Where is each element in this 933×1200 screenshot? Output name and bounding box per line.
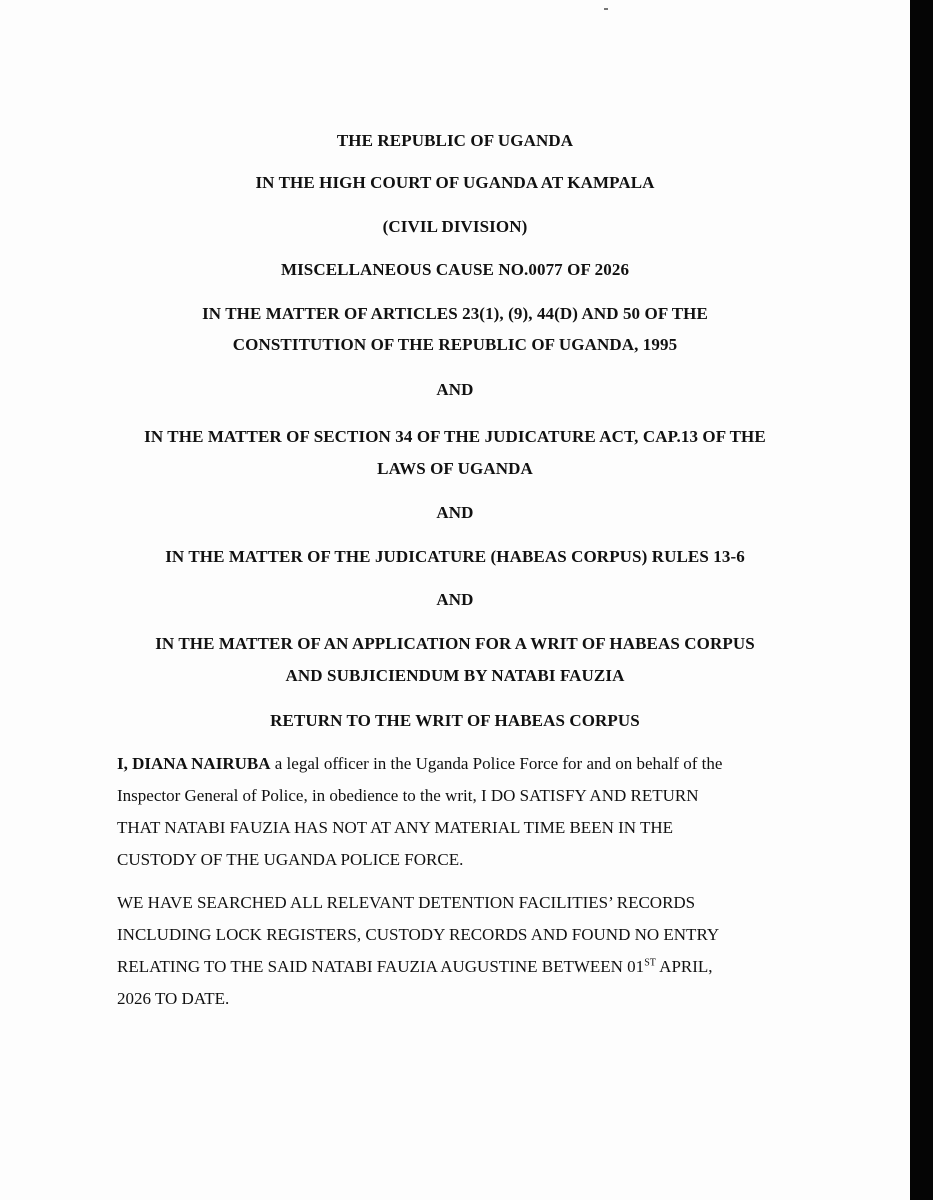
matter-habeas-rules: IN THE MATTER OF THE JUDICATURE (HABEAS CORPUS) RULES 13-6: [165, 547, 745, 566]
matter-judicature-act-line2: LAWS OF UGANDA: [377, 459, 533, 478]
para2-line3-post: APRIL,: [655, 957, 713, 976]
para1-line3: THAT NATABI FAUZIA HAS NOT AT ANY MATERIAL TIME BEEN IN THE: [117, 818, 674, 837]
para1-line1-text: a legal officer in the Uganda Police Force for and on behalf of the: [270, 754, 723, 773]
return-paragraph-1: [117, 748, 837, 876]
scan-speck: [604, 8, 608, 10]
and-separator-2: AND: [436, 503, 474, 522]
para2-line3-pre: RELATING TO THE SAID NATABI FAUZIA AUGUSTINE BETWEEN 01: [117, 957, 645, 976]
heading-cause-number: MISCELLANEOUS CAUSE NO.0077 OF 2026: [280, 260, 630, 279]
matter-application-line2: AND SUBJICIENDUM BY NATABI FAUZIA: [285, 666, 625, 685]
matter-judicature-act-line1: IN THE MATTER OF SECTION 34 OF THE JUDICATURE ACT, CAP.13 OF THE: [144, 427, 766, 446]
para2-line2: INCLUDING LOCK REGISTERS, CUSTODY RECORDS AND FOUND NO ENTRY: [117, 925, 720, 944]
and-separator-1: AND: [436, 380, 474, 399]
heading-division: (CIVIL DIVISION): [382, 217, 528, 236]
matter-articles-line2: CONSTITUTION OF THE REPUBLIC OF UGANDA, 1995: [232, 335, 678, 354]
matter-application-line1: IN THE MATTER OF AN APPLICATION FOR A WRIT OF HABEAS CORPUS: [155, 634, 755, 653]
para1-line1: [117, 748, 837, 780]
para2-line1: WE HAVE SEARCHED ALL RELEVANT DETENTION FACILITIES’ RECORDS: [117, 893, 696, 912]
para2-line4: 2026 TO DATE.: [117, 989, 230, 1008]
matter-articles-line1: IN THE MATTER OF ARTICLES 23(1), (9), 44(D) AND 50 OF THE: [202, 304, 708, 323]
heading-court: IN THE HIGH COURT OF UGANDA AT KAMPALA: [255, 173, 655, 192]
officer-name: I, DIANA NAIRUBA: [117, 754, 271, 773]
scan-dark-edge: [910, 0, 933, 1200]
para2-line3: [117, 951, 837, 983]
para1-line2: Inspector General of Police, in obedience to the writ, I DO SATISFY AND RETURN: [117, 786, 699, 805]
and-separator-3: AND: [436, 590, 474, 609]
date-ordinal-suffix: ST: [644, 957, 656, 969]
heading-republic: THE REPUBLIC OF UGANDA: [336, 131, 574, 150]
return-paragraph-2: [117, 887, 837, 1015]
return-title: RETURN TO THE WRIT OF HABEAS CORPUS: [270, 711, 640, 730]
para1-line4: CUSTODY OF THE UGANDA POLICE FORCE.: [117, 850, 464, 869]
